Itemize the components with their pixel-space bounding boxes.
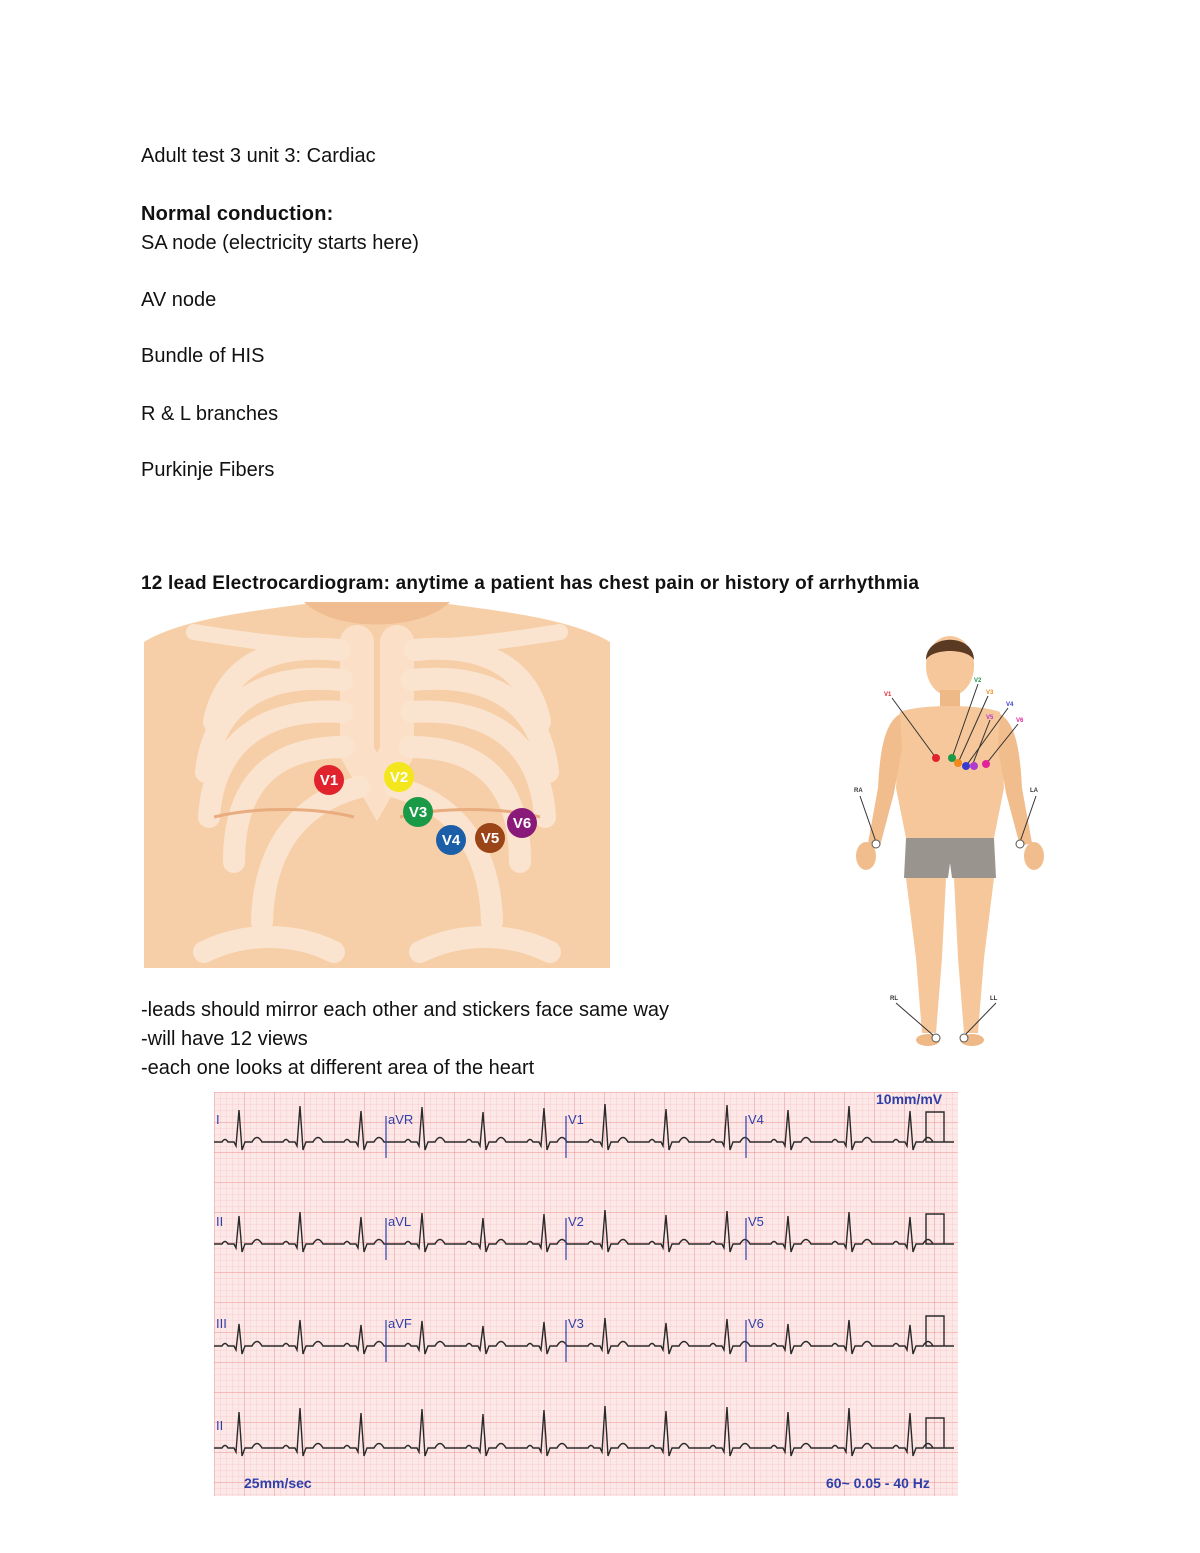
ecg-lead-label: II [216,1214,224,1229]
small-lead-label: V5 [986,715,994,721]
electrode-label: V3 [408,804,428,821]
conduction-heading: Normal conduction: [141,203,334,225]
ecg-lead-label: II [216,1418,224,1433]
note-line: -each one looks at different area of the heart [141,1057,535,1079]
ecg-lead-label: I [216,1112,220,1127]
ecg-lead-label: V6 [748,1316,764,1331]
electrode-label: V4 [441,832,461,849]
small-lead-label: RA [854,788,863,794]
conduction-step: SA node (electricity starts here) [141,232,419,254]
conduction-step: Purkinje Fibers [141,459,275,481]
conduction-step: AV node [141,289,217,311]
note-line: -leads should mirror each other and stickers face same way [141,999,670,1021]
conduction-step: Bundle of HIS [141,345,265,367]
ecg-lead-label: III [216,1316,227,1331]
body-lead-placement-figure [840,628,1060,1076]
small-lead-label: RL [890,996,898,1002]
conduction-step: R & L branches [141,403,279,425]
electrode-label: V1 [319,772,339,789]
ecg-lead-label: aVL [388,1214,412,1229]
small-lead-label: V6 [1016,718,1024,724]
electrode-label: V6 [512,815,532,832]
small-lead-label: LL [990,996,998,1002]
ecg-gain-label: 10mm/mV [876,1092,943,1107]
ecg-lead-label: aVR [388,1112,414,1127]
ecg-heading: 12 lead Electrocardiogram: anytime a patient has chest pain or history of arrhythmia [141,573,920,594]
small-lead-label: V2 [974,678,982,684]
ecg-12-lead-strip [214,1092,958,1496]
ecg-lead-label: V3 [568,1316,584,1331]
note-line: -will have 12 views [141,1028,308,1050]
small-lead-label: V3 [986,690,994,696]
small-lead-label: V1 [884,692,892,698]
ecg-filter-label: 60~ 0.05 - 40 Hz [826,1475,930,1491]
electrode-label: V2 [389,769,409,786]
small-lead-label: V4 [1006,702,1014,708]
chest-illustration [144,602,610,968]
document-title: Adult test 3 unit 3: Cardiac [141,145,376,167]
ecg-lead-label: V1 [568,1112,584,1127]
ecg-speed-label: 25mm/sec [244,1475,312,1491]
ecg-lead-label: aVF [388,1316,412,1331]
ecg-lead-label: V5 [748,1214,764,1229]
electrode-label: V5 [480,830,500,847]
ecg-lead-label: V2 [568,1214,584,1229]
small-lead-label: LA [1030,788,1038,794]
ecg-lead-label: V4 [748,1112,764,1127]
